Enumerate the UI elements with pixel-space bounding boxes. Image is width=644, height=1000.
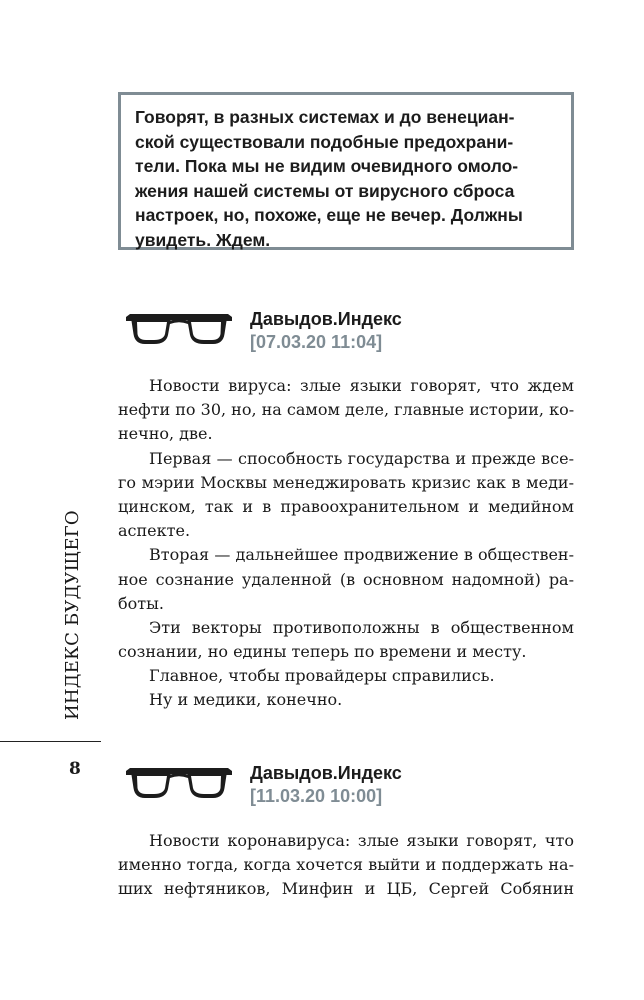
text-line: го мэрии Москвы менеджировать кризис как в меди- — [118, 472, 574, 492]
text-line: нечно, две. — [118, 424, 213, 444]
post-author: Давыдов.Индекс — [250, 309, 402, 329]
text-line: ное сознание удаленной (в основном надомной) ра- — [118, 569, 574, 589]
page-number: 8 — [69, 759, 81, 779]
post-author: Давыдов.Индекс — [250, 763, 402, 783]
text-line: Первая — способность государства и прежде все- — [149, 448, 574, 468]
post-body — [118, 374, 574, 713]
text-line: Ну и медики, конечно. — [149, 690, 343, 710]
text-line: ших нефтяников, Минфин и ЦБ, Сергей Собянин — [118, 879, 574, 899]
post-body — [118, 829, 574, 902]
quote-line: жения нашей системы от вирусного сброса — [135, 180, 515, 201]
text-line: Эти векторы противоположны в общественном — [149, 617, 574, 637]
quote-line: настроек, но, похоже, еще не вечер. Должны — [135, 205, 523, 226]
glasses-icon — [124, 763, 234, 803]
glasses-icon — [124, 309, 234, 349]
quote-line: ской существовали подобные предохрани- — [135, 131, 514, 152]
text-line: именно тогда, когда хочется выйти и поддержать на- — [118, 855, 574, 875]
text-line: Главное, чтобы провайдеры справились. — [149, 666, 495, 686]
post-timestamp: [11.03.20 10:00] — [250, 786, 383, 806]
post-timestamp: [07.03.20 11:04] — [250, 332, 383, 352]
text-line: сознании, но едины теперь по времени и месту. — [118, 642, 527, 662]
quote-line: тели. Пока мы не видим очевидного омоло- — [135, 156, 519, 177]
text-line: боты. — [118, 593, 164, 613]
side-divider — [0, 741, 101, 742]
text-line: нефти по 30, но, на самом деле, главные истории, ко- — [118, 400, 575, 420]
quote-line: Говорят, в разных системах и до венециан- — [135, 107, 515, 127]
text-line: цинском, так и в правоохранительном и медийном — [118, 496, 574, 516]
running-title: ИНДЕКС БУДУЩЕГО — [62, 510, 83, 720]
text-line: аспекте. — [118, 521, 191, 541]
text-line: Новости коронавируса: злые языки говорят, что — [149, 831, 574, 850]
quote-box — [118, 92, 574, 250]
text-line: Вторая — дальнейшее продвижение в обществен- — [149, 545, 574, 565]
text-line: Новости вируса: злые языки говорят, что ждем — [149, 376, 574, 395]
quote-line: увидеть. Ждем. — [135, 229, 271, 250]
